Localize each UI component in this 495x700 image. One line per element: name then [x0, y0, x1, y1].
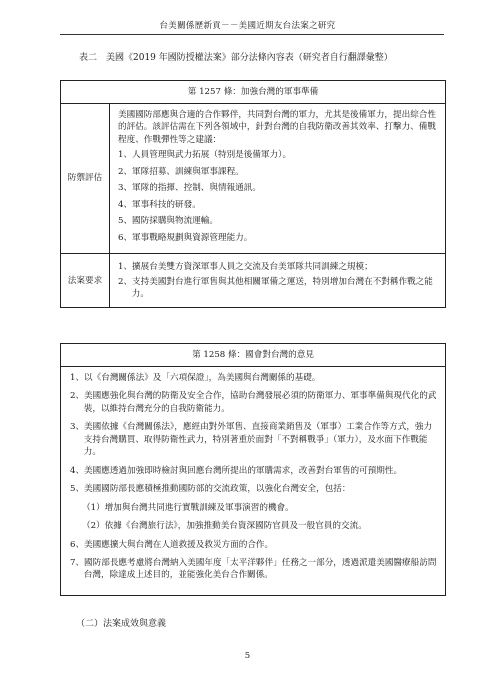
list-item: 4、美國應透過加強即時檢討與回應台灣所提出的軍購需求，改善對台軍售的可預期性。	[70, 465, 403, 476]
defense-assessment-intro: 美國國防部應與合適的合作夥伴，共同對台灣的軍力，尤其是後備軍力，提出綜合性的評估。該評估需在下列各領域中，針對台灣的自我防衛改善其效率、打擊力、備戰程度、作戰彈性等之建議：	[118, 110, 436, 145]
list-item: 2、軍隊招募、訓練與軍事課程。	[118, 166, 244, 177]
list-item: 3、美國依據《台灣關係法》，應經由對外軍售、直接商業銷售及（軍事）工業合作等方式，強力支持台灣購買、取得防衛性武力，特別著重於面對「不對稱戰爭」（軍力），及水面下作戰能力。	[70, 422, 433, 458]
article-1258-title: 第 1258 條：國會對台灣的意見	[61, 344, 446, 367]
list-item: 6、軍事戰略規劃與資源管理能力。	[118, 232, 253, 243]
table-caption: 表二 美國《2019 年國防授權法案》部分法條內容表（研究者自行翻譯彙整）	[79, 53, 393, 63]
row-label-defense-assessment: 防禦評估	[61, 104, 110, 254]
table-row	[61, 367, 446, 596]
list-item: 6、美國應擴大與台灣在人道救援及救災方面的合作。	[70, 539, 274, 550]
article-1257-title: 第 1257 條：加強台灣的軍事準備	[61, 81, 446, 104]
defense-assessment-content	[110, 104, 446, 254]
list-item: 5、美國國防部長應積極推動國防部的交流政策，以強化台灣安全，包括：	[70, 484, 351, 495]
list-item: 1、擴展台美雙方資深軍事人員之交流及台美軍隊共同訓練之規模；	[118, 262, 373, 273]
list-item: 2、支持美國對台進行軍售與其他相關軍備之運送，特別增加台灣在不對稱作戰之能力。	[118, 276, 433, 299]
running-header: 台美關係歷新貢－－美國近期友台法案之研究	[159, 21, 336, 31]
list-item: 2、美國應強化與台灣的防衛及安全合作，協助台灣發展必須的防衛軍力、軍事準備與現代化的武裝，以維持台灣充分的自我防衛能力。	[70, 391, 437, 414]
row-label-bill-requirements: 法案要求	[61, 254, 110, 308]
article-1257-table	[60, 80, 446, 308]
header-rule	[60, 34, 444, 35]
list-item: （1）增加與台灣共同進行實戰訓練及軍事演習的機會。	[82, 502, 294, 513]
list-item: 1、以《台灣關係法》及「六項保證」，為美國與台灣關係的基礎。	[70, 373, 321, 383]
table-row	[61, 104, 446, 254]
list-item: 1、人員管理與武力拓展（特別是後備軍力）。	[118, 150, 292, 161]
article-1258-table	[60, 343, 446, 596]
list-item: 4、軍事科技的研發。	[118, 199, 201, 210]
list-item: 5、國防採購與物流運輸。	[118, 216, 218, 227]
list-item: （2）依據《台灣旅行法》，加強推動美台資深國防官員及一般官員的交流。	[82, 521, 367, 532]
bill-requirements-content	[110, 254, 446, 308]
list-item: 3、軍隊的指揮、控制、與情報通訊。	[118, 183, 261, 194]
defense-assessment-list	[118, 149, 439, 244]
congress-opinion-content	[61, 367, 446, 596]
page-number: 5	[244, 651, 251, 661]
section-heading: （二）法案成效與意義	[76, 619, 167, 629]
list-item: 7、國防部長應考慮將台灣納入美國年度「太平洋夥伴」任務之一部分，透過派遣美國醫療船訪問台灣，除達成上述目的，並能強化美台合作關係。	[70, 557, 437, 581]
table-row	[61, 254, 446, 308]
